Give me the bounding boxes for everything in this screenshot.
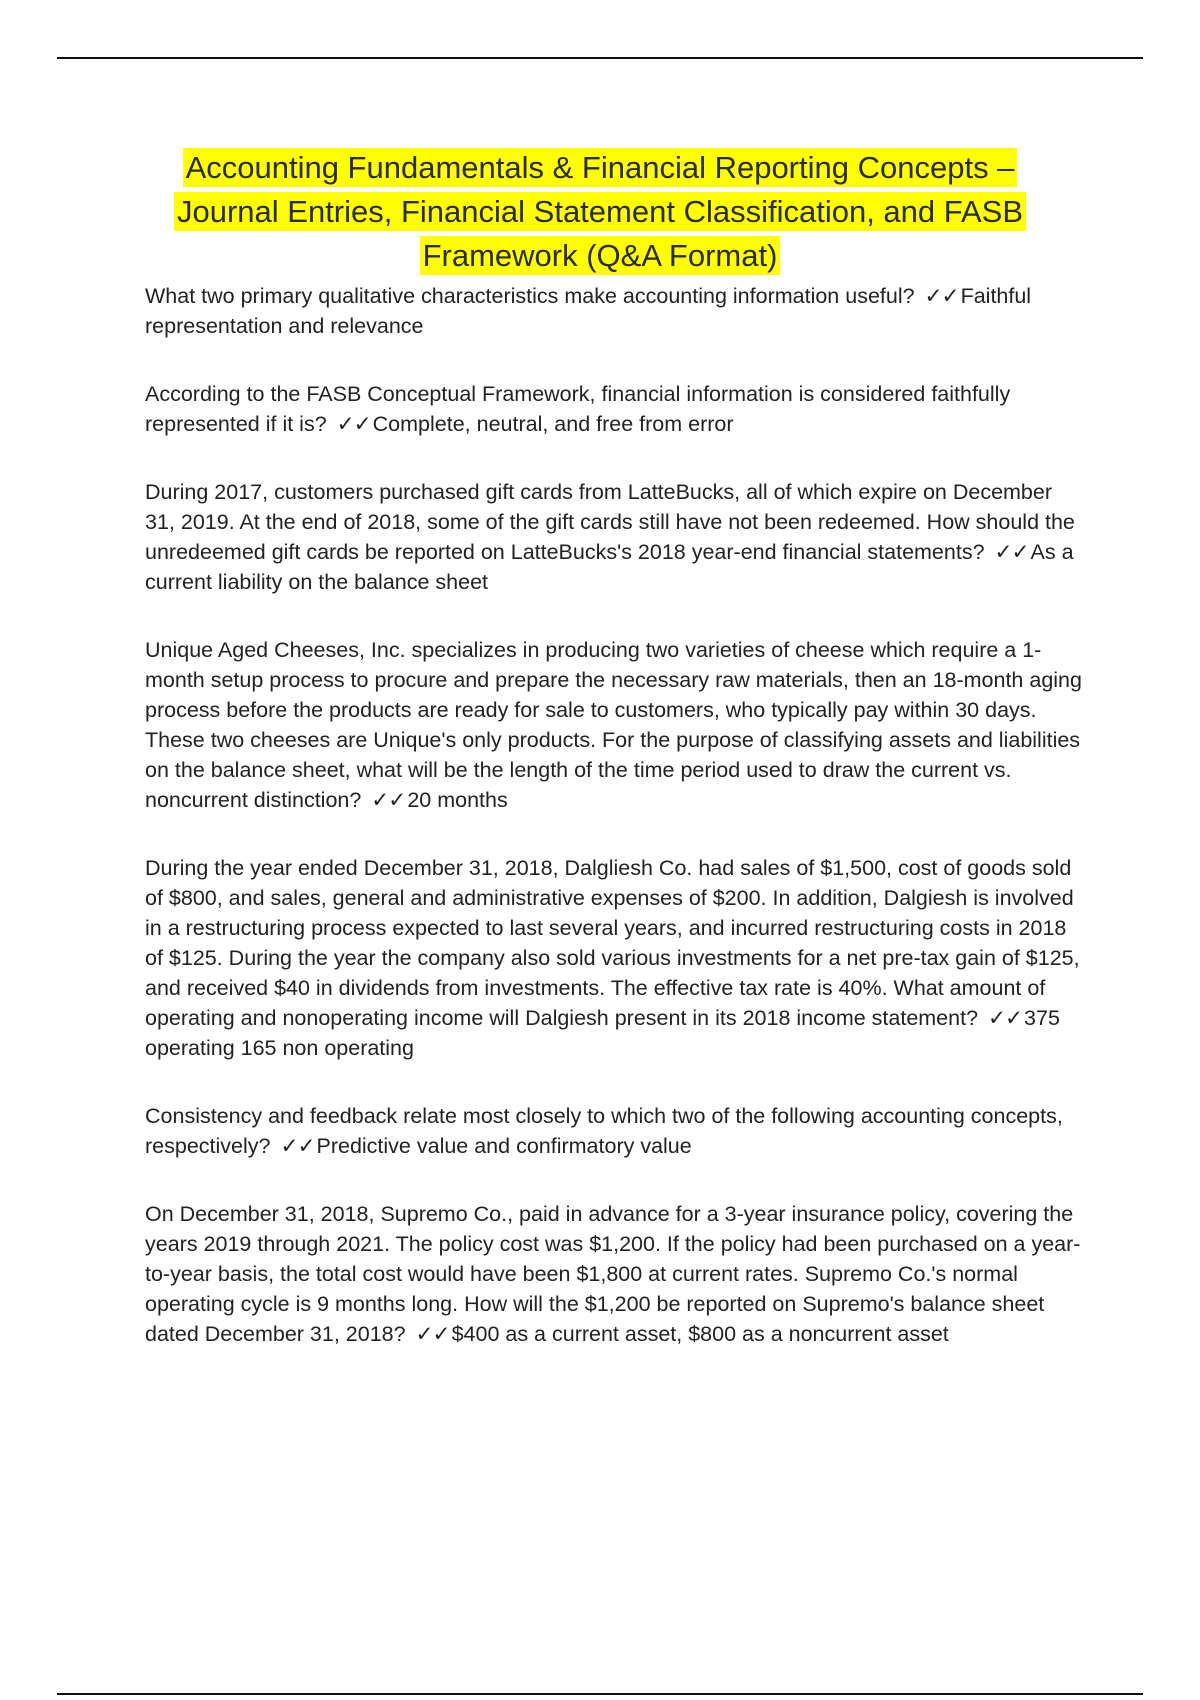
answer-text: 20 months — [407, 788, 508, 812]
answer-text: 375 operating 165 non operating — [145, 1006, 1060, 1060]
qa-item-5 — [145, 853, 1085, 1063]
question-text: During 2017, customers purchased gift cards from LatteBucks, all of which expire on December 31, 2019. At the end of 2018, some of the gift cards still have not been redeemed. How should the unredeemed gift cards be reported on LatteBucks's 2018 year-end financial statements? — [145, 480, 1075, 564]
check-icon: ✓✓ — [371, 788, 406, 812]
check-icon: ✓✓ — [994, 540, 1029, 564]
question-text: According to the FASB Conceptual Framework, financial information is considered faithfully represented if it is? — [145, 382, 1011, 436]
qa-list — [145, 281, 1085, 1387]
question-text: What two primary qualitative characteristics make accounting information useful? — [145, 284, 921, 308]
qa-item-2 — [145, 379, 1085, 439]
check-icon: ✓✓ — [415, 1322, 450, 1346]
answer-text: As a current liability on the balance sheet — [145, 540, 1074, 594]
qa-item-7 — [145, 1199, 1085, 1349]
question-text: Consistency and feedback relate most closely to which two of the following accounting concepts, respectively? — [145, 1104, 1063, 1158]
answer-text: Predictive value and confirmatory value — [316, 1134, 692, 1158]
question-text: Unique Aged Cheeses, Inc. specializes in producing two varieties of cheese which require a 1-month setup process to procure and prepare the necessary raw materials, then an 18-month aging process before the products are ready for sale to customers, who typically pay within 30 days. These two cheeses are Unique's only products. For the purpose of classifying assets and liabilities on the balance sheet, what will be the length of the time period used to draw the current vs. noncurrent distinction? — [145, 638, 1082, 812]
question-text: During the year ended December 31, 2018, Dalgliesh Co. had sales of $1,500, cost of goods sold of $800, and sales, general and administrative expenses of $200. In addition, Dalgiesh is involved in a restructuring process expected to last several years, and incurred restructuring costs in 2018 of $125. During the year the company also sold various investments for a net pre-tax gain of $125, and received $40 in dividends from investments. The effective tax rate is 40%. What amount of operating and nonoperating income will Dalgiesh present in its 2018 income statement? — [145, 856, 1080, 1030]
answer-text: Faithful representation and relevance — [145, 284, 1032, 338]
answer-text: Complete, neutral, and free from error — [372, 412, 734, 436]
page-top-rule — [57, 57, 1143, 59]
question-text: On December 31, 2018, Supremo Co., paid in advance for a 3-year insurance policy, covering the years 2019 through 2021. The policy cost was $1,200. If the policy had been purchased on a year-to-year basis, the total cost would have been $1,800 at current rates. Supremo Co.'s normal operating cycle is 9 months long. How will the $1,200 be reported on Supremo's balance sheet dated December 31, 2018? — [145, 1202, 1081, 1346]
check-icon: ✓✓ — [336, 412, 371, 436]
qa-item-6 — [145, 1101, 1085, 1161]
check-icon: ✓✓ — [988, 1006, 1023, 1030]
answer-text: $400 as a current asset, $800 as a noncurrent asset — [451, 1322, 949, 1346]
document-title-text: Accounting Fundamentals & Financial Reporting Concepts – Journal Entries, Financial Statement Classification, and FASB Framework (Q&A Format) — [174, 148, 1026, 275]
page-bottom-rule — [57, 1693, 1143, 1695]
check-icon: ✓✓ — [280, 1134, 315, 1158]
check-icon: ✓✓ — [924, 284, 959, 308]
qa-item-4 — [145, 635, 1085, 815]
qa-item-1 — [145, 281, 1085, 341]
qa-item-3 — [145, 477, 1085, 597]
document-title — [130, 146, 1070, 278]
